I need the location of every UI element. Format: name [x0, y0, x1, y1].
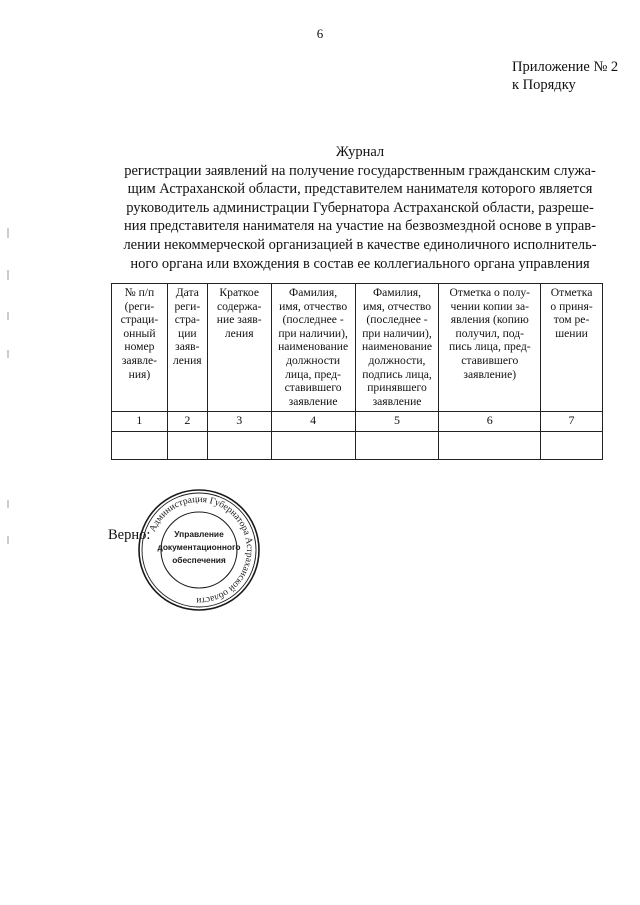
title-line: ния представителя нанимателя на участие на безвозмездной основе в управ- — [124, 218, 596, 235]
column-header: Краткое содержа- ние заяв- ления — [207, 284, 271, 412]
table-cell — [439, 432, 541, 460]
title-line: ного органа или вхождения в состав ее коллегиального органа управления — [130, 255, 590, 272]
column-number: 4 — [271, 412, 355, 432]
seal-center-line: обеспечения — [172, 555, 226, 565]
journal-table — [111, 283, 603, 460]
table-cell — [271, 432, 355, 460]
scan-margin-marks — [6, 0, 10, 905]
certification-label: Верно: — [108, 527, 151, 543]
appendix-reference: к Порядку — [512, 77, 576, 93]
title-line: лении некоммерческой организацией в качестве единоличного исполнитель- — [123, 236, 597, 253]
column-number: 6 — [439, 412, 541, 432]
appendix-number: Приложение № 2 — [512, 59, 619, 75]
page-number: 6 — [316, 26, 324, 41]
title-line: регистрации заявлений на получение государственным гражданским служа- — [124, 162, 596, 179]
column-header: Фамилия, имя, отчество (последнее - при наличии), наименование должности, подпись лица, принявшего заявление — [355, 284, 439, 412]
title-heading: Журнал — [335, 144, 385, 160]
seal-center-line: документационного — [157, 542, 241, 552]
column-number: 1 — [112, 412, 168, 432]
column-header: № п/п (реги- страци- онный номер заявле- ния) — [112, 284, 168, 412]
column-number: 2 — [167, 412, 207, 432]
title-line: щим Астраханской области, представителем нанимателя которого является — [127, 181, 593, 198]
official-seal-icon — [115, 487, 275, 612]
column-number: 7 — [541, 412, 603, 432]
column-header: Отметка о приня- том ре- шении — [541, 284, 603, 412]
table-cell — [112, 432, 168, 460]
appendix-label — [512, 58, 618, 94]
column-number: 5 — [355, 412, 439, 432]
table-header-row — [112, 284, 603, 412]
column-header: Фамилия, имя, отчество (последнее - при наличии), наименование должности лица, пред- ставившего заявление — [271, 284, 355, 412]
journal-title — [80, 143, 640, 273]
column-number-row — [112, 412, 603, 432]
column-header: Отметка о полу- чении копии за- явления (копию получил, под- пись лица, пред- ставившего заявление) — [439, 284, 541, 412]
table-cell — [355, 432, 439, 460]
column-number: 3 — [207, 412, 271, 432]
table-cell — [541, 432, 603, 460]
seal-ring-text: Администрация Губернатора Астраханской области — [147, 494, 255, 606]
table-cell — [167, 432, 207, 460]
column-header: Дата реги- стра- ции заяв- ления — [167, 284, 207, 412]
table-cell — [207, 432, 271, 460]
seal-center-line: Управление — [174, 529, 224, 539]
title-line: руководитель администрации Губернатора Астраханской области, разреше- — [126, 199, 594, 216]
table-row — [112, 432, 603, 460]
